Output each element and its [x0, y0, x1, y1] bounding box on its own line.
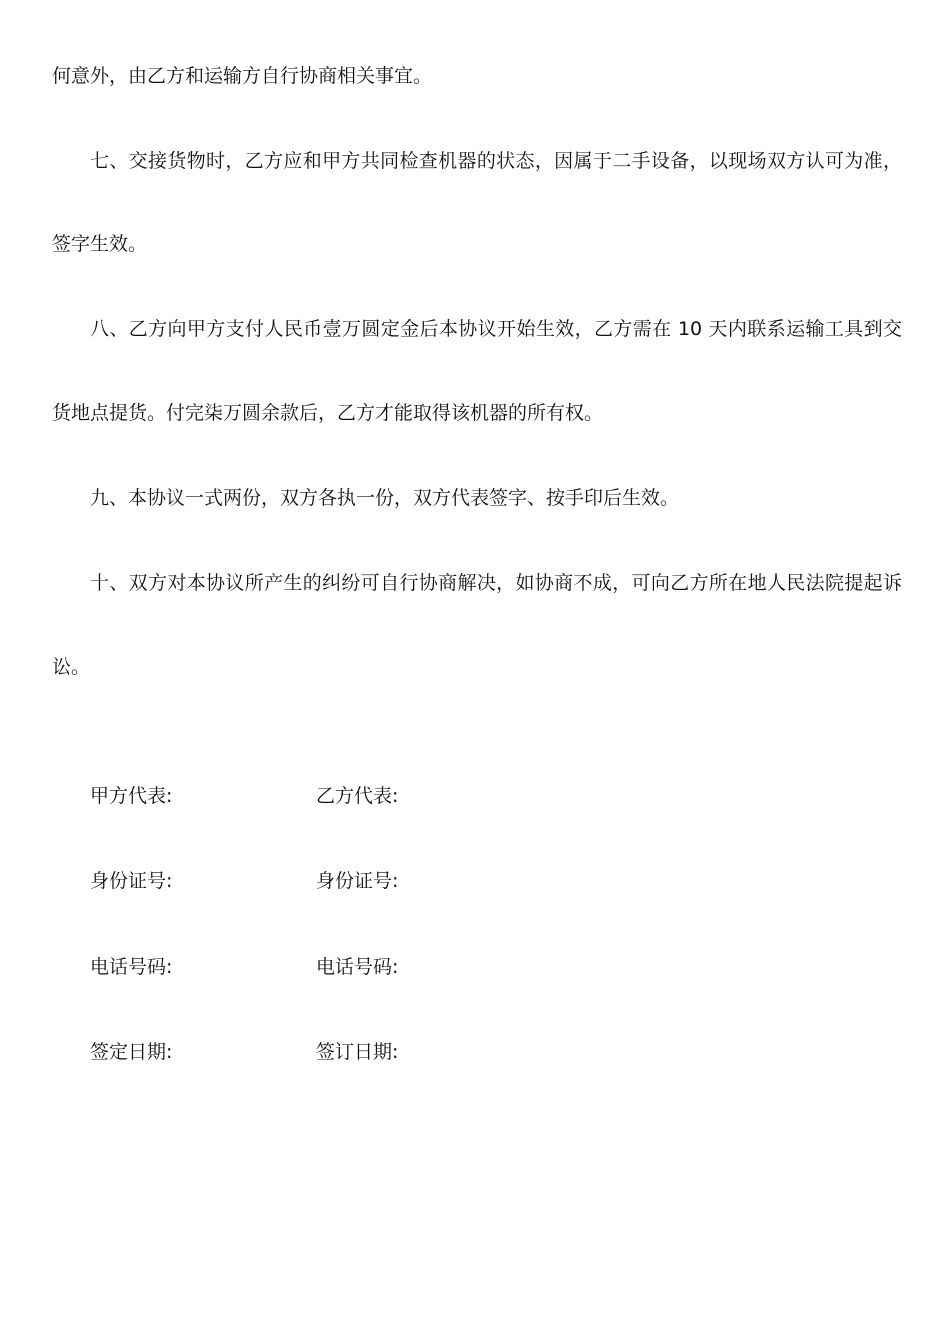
party-a-phone-label: 电话号码: — [90, 956, 173, 978]
clause-9-line-1: 九、本协议一式两份，双方各执一份，双方代表签字、按手印后生效。 — [90, 487, 680, 509]
party-a-id-number-label: 身份证号: — [90, 870, 173, 892]
party-a-date-label: 签定日期: — [90, 1041, 173, 1063]
clause-8-line-2: 货地点提货。付完柒万圆余款后，乙方才能取得该机器的所有权。 — [52, 402, 604, 424]
party-b-id-number-label: 身份证号: — [316, 870, 399, 892]
party-a-representative-label: 甲方代表: — [90, 785, 173, 807]
party-b-phone-label: 电话号码: — [316, 956, 399, 978]
clause-10-line-2: 讼。 — [52, 656, 91, 678]
clause-6-tail: 何意外，由乙方和运输方自行协商相关事宜。 — [52, 65, 433, 87]
party-b-representative-label: 乙方代表: — [316, 785, 399, 807]
clause-10-line-1: 十、双方对本协议所产生的纠纷可自行协商解决，如协商不成，可向乙方所在地人民法院提起诉 — [90, 572, 902, 594]
clause-7-line-2: 签字生效。 — [52, 233, 148, 255]
clause-7-line-1: 七、交接货物时，乙方应和甲方共同检查机器的状态，因属于二手设备，以现场双方认可为准， — [90, 150, 902, 172]
party-b-date-label: 签订日期: — [316, 1041, 399, 1063]
clause-8-line-1: 八、乙方向甲方支付人民币壹万圆定金后本协议开始生效，乙方需在 10 天内联系运输工具到交 — [90, 318, 902, 340]
